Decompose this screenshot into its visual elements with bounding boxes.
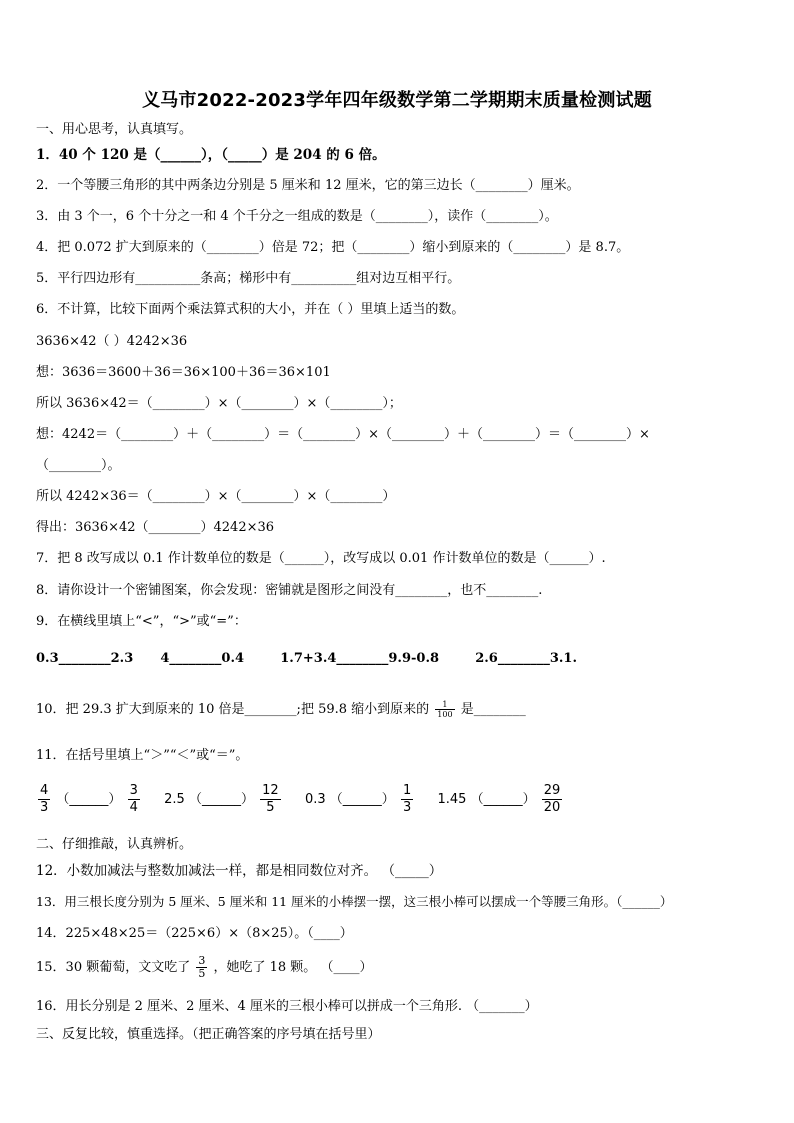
value-2-5: 2.5: [164, 792, 185, 807]
fraction-denominator: 4: [129, 800, 138, 815]
compare-blank-3: （______）: [329, 792, 395, 807]
fraction-3-4: [128, 783, 140, 816]
fraction-12-5: [260, 783, 281, 816]
fraction-1-3: [401, 783, 413, 816]
fraction-denominator: 3: [40, 800, 49, 815]
question-16: 16．用长分别是 2 厘米、2 厘米、4 厘米的三根小棒可以拼成一个三角形. （_______）: [36, 999, 538, 1014]
question-10: [36, 700, 774, 719]
fraction-29-20: [542, 783, 563, 816]
question-6-line-6: 所以 4242×36＝（________）×（________）×（________）: [36, 489, 396, 504]
question-6-line-1: 3636×42（ ）4242×36: [36, 334, 188, 349]
question-14: 14．225×48×25＝（225×6）×（8×25）。（____）: [36, 926, 353, 941]
compare-blank-4: （______）: [470, 792, 536, 807]
fraction-denominator: 20: [543, 800, 561, 815]
question-6-line-3: 所以 3636×42＝（________）×（________）×（________）；: [36, 396, 402, 411]
fraction-numerator: 1: [402, 783, 412, 798]
fraction-1-100: [435, 700, 454, 719]
fraction-denominator: 100: [437, 710, 453, 719]
question-6-line-4: 想：4242＝（________）＋（________）＝（________）×（________）＋（________）＝（________）×: [36, 427, 650, 442]
question-2: 2．一个等腰三角形的其中两条边分别是 5 厘米和 12 厘米，它的第三边长（________）厘米。: [36, 178, 580, 193]
page-title: 义马市2022-2023学年四年级数学第二学期期末质量检测试题: [142, 90, 652, 111]
section-1-heading: 一、用心思考，认真填写。: [36, 122, 193, 137]
question-9: 9．在横线里填上“<”，“>”或“=”：: [36, 614, 247, 629]
fraction-4-3: [38, 783, 50, 816]
compare-blank-1: （______）: [56, 792, 122, 807]
fraction-numerator: 3: [198, 954, 206, 967]
question-12: 12．小数加减法与整数加减法一样，都是相同数位对齐。 （_____）: [36, 863, 443, 879]
question-6-line-5: （________）。: [36, 458, 121, 473]
question-15: [36, 955, 774, 980]
question-9-items: 0.3________2.3 4________0.4 1.7+3.4________9.9-0.8 2.6________3.1.: [36, 651, 577, 666]
question-15-text-a: 15．30 颗葡萄，文文吃了: [36, 960, 191, 975]
fraction-numerator: 4: [40, 783, 49, 798]
fraction-numerator: 1: [435, 700, 454, 710]
question-13: 13．用三根长度分别为 5 厘米、5 厘米和 11 厘米的小棒摆一摆，这三根小棒可以摆成一个等腰三角形。（______）: [36, 894, 673, 909]
value-0-3: 0.3: [304, 792, 326, 807]
section-2-heading: 二、仔细推敲，认真辨析。: [36, 837, 193, 852]
question-10-text-b: 是________: [460, 702, 526, 717]
question-6: 6．不计算，比较下面两个乘法算式积的大小，并在（ ）里填上适当的数。: [36, 302, 465, 317]
question-6-line-7: 得出：3636×42（________）4242×36: [36, 520, 275, 535]
fraction-3-5: [196, 955, 207, 980]
fraction-numerator: 29: [543, 783, 561, 798]
question-4: 4．把 0.072 扩大到原来的（________）倍是 72；把（________）缩小到原来的（________）是 8.7。: [36, 240, 630, 255]
fraction-denominator: 5: [266, 800, 275, 815]
question-11: 11．在括号里填上“＞”“＜”或“＝”。: [36, 748, 249, 763]
question-3: 3．由 3 个一，6 个十分之一和 4 个千分之一组成的数是（________），读作（________）。: [36, 209, 558, 224]
section-3-heading: 三、反复比较，慎重选择。（把正确答案的序号填在括号里）: [36, 1027, 381, 1042]
fraction-numerator: 3: [129, 783, 138, 798]
question-1: 1．40 个 120 是（______），（_____）是 204 的 6 倍。: [36, 147, 386, 163]
fraction-denominator: 5: [198, 967, 206, 980]
question-10-text-a: 10．把 29.3 扩大到原来的 10 倍是________;把 59.8 缩小到原来的: [36, 702, 430, 717]
question-6-line-2: 想：3636＝3600＋36＝36×100＋36＝36×101: [36, 365, 331, 380]
question-5: 5．平行四边形有__________条高；梯形中有__________组对边互相平行。: [36, 271, 461, 286]
question-15-text-b: ，她吃了 18 颗。 （____）: [213, 960, 373, 975]
fraction-numerator: 12: [262, 783, 279, 798]
question-7: 7．把 8 改写成以 0.1 作计数单位的数是（______），改写成以 0.01 作计数单位的数是（______）.: [36, 551, 606, 566]
question-11-items: [36, 783, 774, 816]
compare-blank-2: （______）: [188, 792, 254, 807]
question-8: 8．请你设计一个密铺图案，你会发现：密铺就是图形之间没有________，也不________.: [36, 583, 543, 598]
fraction-denominator: 3: [402, 800, 412, 815]
value-1-45: 1.45: [437, 792, 467, 807]
